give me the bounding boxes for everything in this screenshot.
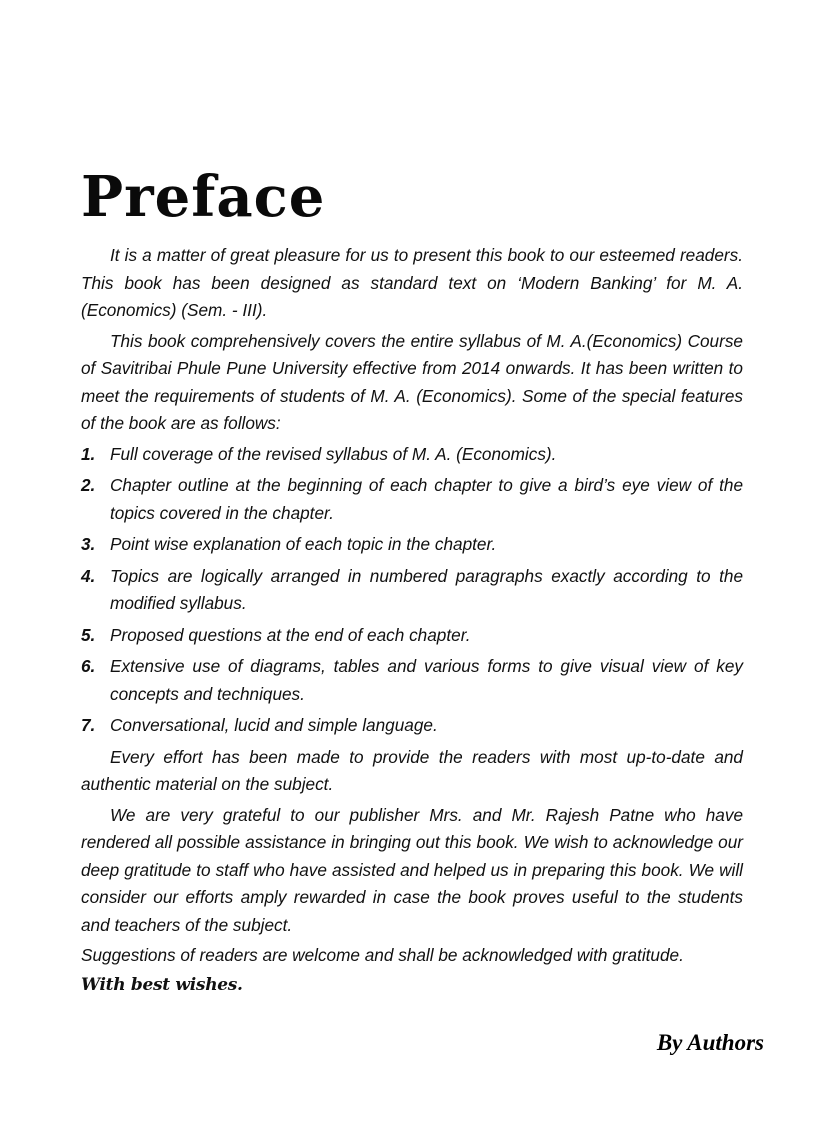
feature-item — [81, 622, 743, 650]
feature-number: 1. — [81, 443, 96, 464]
feature-text: Chapter outline at the beginning of each chapter to give a bird’s eye view of the topics covered in the chapter. — [110, 475, 743, 523]
feature-text: Point wise explanation of each topic in the chapter. — [110, 534, 497, 554]
feature-item — [81, 653, 743, 708]
feature-item — [81, 712, 743, 740]
closing-paragraph-1: Every effort has been made to provide the readers with most up-to-date and authentic material on the subject. — [81, 746, 743, 794]
feature-item — [81, 531, 743, 559]
feature-number: 5. — [81, 624, 96, 645]
closing-paragraph-2: We are very grateful to our publisher Mrs. and Mr. Rajesh Patne who have rendered all possible assistance in bringing out this book. We wish to acknowledge our deep gratitude to staff who have assisted and helped us in preparing this book. We will consider our efforts amply rewarded in case the book proves useful to the students and teachers of the subject. — [81, 804, 743, 935]
feature-text: Conversational, lucid and simple language. — [110, 715, 438, 735]
intro-paragraph-1: It is a matter of great pleasure for us to present this book to our esteemed readers. This book has been designed as standard text on ‘Modern Banking’ for M. A. (Economics) (Sem. - III). — [81, 245, 743, 320]
signature: By Authors — [656, 1030, 764, 1055]
feature-number: 7. — [81, 715, 96, 735]
feature-text: Topics are logically arranged in numbered paragraphs exactly according to the modified syllabus. — [110, 565, 743, 613]
page-title: Preface — [81, 164, 326, 230]
preface-page — [81, 166, 743, 998]
suggestions-line: Suggestions of readers are welcome and shall be acknowledged with gratitude. — [81, 945, 684, 965]
feature-number: 3. — [81, 534, 96, 554]
feature-text: Proposed questions at the end of each chapter. — [110, 624, 471, 645]
feature-number: 2. — [81, 475, 96, 495]
feature-item — [81, 472, 743, 527]
feature-text: Extensive use of diagrams, tables and various forms to give visual view of key concepts and techniques. — [110, 656, 743, 704]
feature-item — [81, 441, 743, 469]
feature-item — [81, 563, 743, 618]
intro-paragraph-2: This book comprehensively covers the entire syllabus of M. A.(Economics) Course of Savitribai Phule Pune University effective from 2014 onwards. It has been written to meet the requirements of students of M. A. (Economics). Some of the special features of the book are as follows: — [81, 330, 743, 433]
feature-number: 6. — [81, 656, 96, 676]
feature-number: 4. — [81, 565, 96, 586]
feature-text: Full coverage of the revised syllabus of M. A. (Economics). — [110, 443, 557, 464]
best-wishes: With best wishes. — [81, 974, 243, 995]
features-list — [81, 441, 743, 740]
